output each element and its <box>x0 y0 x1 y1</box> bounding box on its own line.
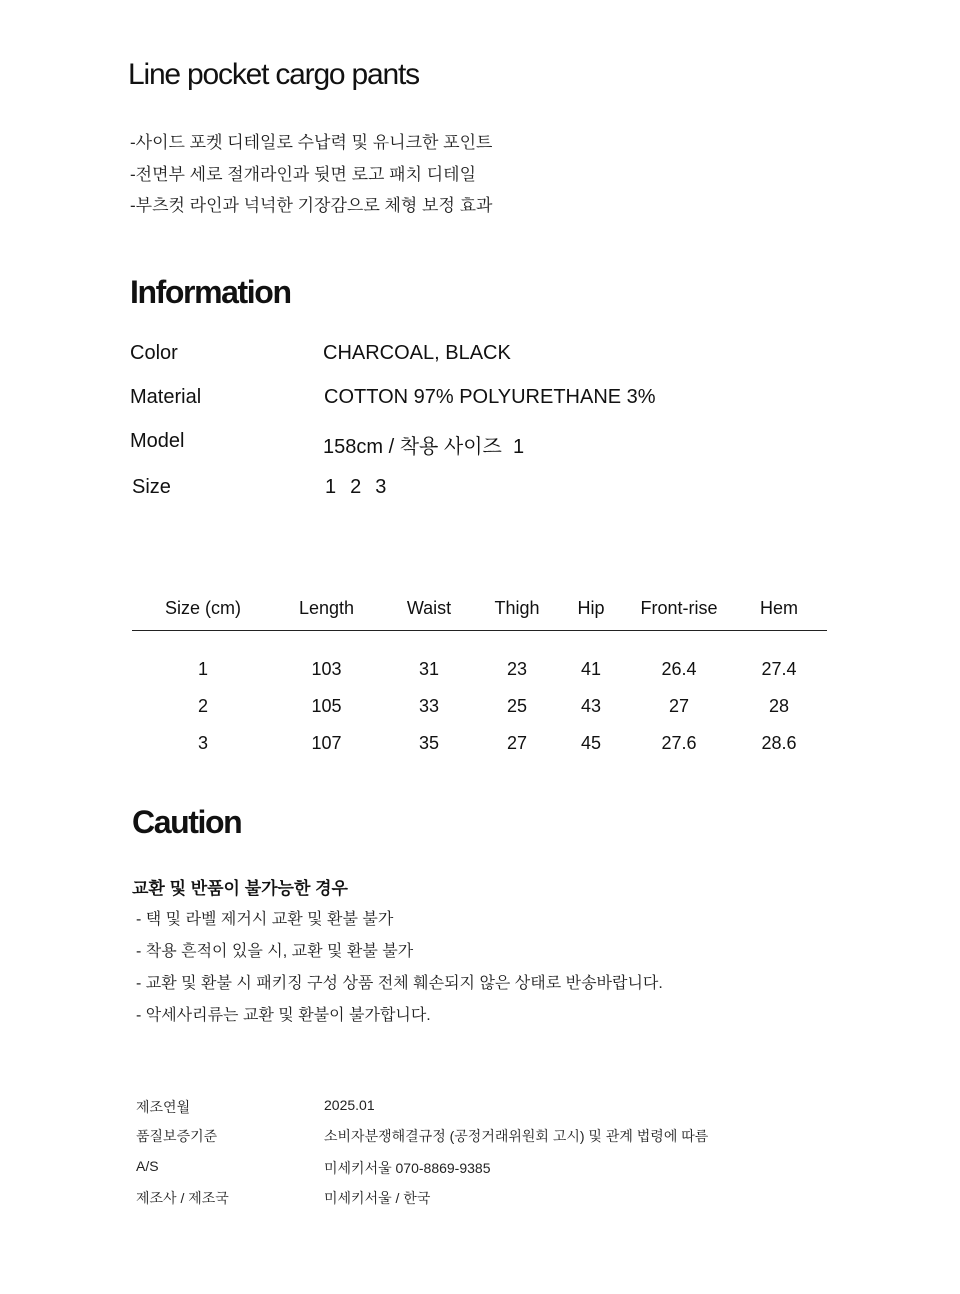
table-cell: 25 <box>506 696 528 716</box>
info-value-material: COTTON 97% POLYURETHANE 3% <box>324 386 656 408</box>
table-cell: 107 <box>311 733 342 753</box>
info-label-color: Color <box>130 342 178 364</box>
info-value-model: 158cm / 착용 사이즈 1 <box>323 436 525 458</box>
column-header: Thigh <box>479 586 555 631</box>
meta-value-quality: 소비자분쟁해결규정 (공정거래위원회 고시) 및 관계 법령에 따름 <box>324 1128 709 1144</box>
size-option: 1 <box>325 476 337 498</box>
table-cell: 1 <box>197 659 208 679</box>
size-table <box>132 586 827 762</box>
table-cell: 31 <box>418 659 440 679</box>
caution-item: - 택 및 라벨 제거시 교환 및 환불 불가 <box>136 911 394 928</box>
size-option: 3 <box>375 476 387 498</box>
feature-line: -사이드 포켓 디테일로 수납력 및 유니크한 포인트 <box>130 133 493 152</box>
column-header: Front-rise <box>627 586 731 631</box>
caution-item: - 교환 및 환불 시 패키징 구성 상품 전체 훼손되지 않은 상태로 반송바랍니다. <box>136 975 663 992</box>
caution-heading: Caution <box>132 804 242 840</box>
column-header: Size (cm) <box>132 586 274 631</box>
table-row <box>132 725 827 762</box>
table-cell: 35 <box>418 733 440 753</box>
table-cell: 41 <box>580 659 602 679</box>
meta-value-manufacturer: 미세키서울 / 한국 <box>324 1190 431 1206</box>
table-cell: 105 <box>311 696 342 716</box>
caution-subheading: 교환 및 반품이 불가능한 경우 <box>132 879 348 898</box>
info-label-size: Size <box>132 476 171 498</box>
table-cell: 27.4 <box>761 659 797 679</box>
caution-item: - 착용 흔적이 있을 시, 교환 및 환불 불가 <box>136 943 414 960</box>
column-header: Hip <box>555 586 627 631</box>
table-cell: 2 <box>197 696 208 716</box>
table-cell: 33 <box>418 696 440 716</box>
caution-item: - 악세사리류는 교환 및 환불이 불가합니다. <box>136 1007 431 1024</box>
meta-label-quality: 품질보증기준 <box>136 1128 218 1144</box>
table-row <box>132 688 827 725</box>
table-row <box>132 631 827 689</box>
table-cell: 28.6 <box>761 733 797 753</box>
column-header: Waist <box>379 586 479 631</box>
table-cell: 27.6 <box>661 733 697 753</box>
info-label-model: Model <box>130 430 185 452</box>
meta-label-manufacture-date: 제조연월 <box>136 1099 191 1115</box>
column-header: Length <box>274 586 379 631</box>
meta-value-as: 미세키서울 070-8869-9385 <box>324 1160 491 1176</box>
table-cell: 43 <box>580 696 602 716</box>
product-title: Line pocket cargo pants <box>128 58 419 91</box>
meta-label-manufacturer: 제조사 / 제조국 <box>136 1190 229 1206</box>
meta-label-as: A/S <box>136 1158 159 1174</box>
table-cell: 103 <box>311 659 342 679</box>
feature-line: -전면부 세로 절개라인과 뒷면 로고 패치 디테일 <box>130 165 477 184</box>
table-cell: 23 <box>506 659 528 679</box>
size-option: 2 <box>350 476 362 498</box>
table-cell: 26.4 <box>661 659 697 679</box>
meta-value-manufacture-date: 2025.01 <box>324 1097 375 1113</box>
table-cell: 27 <box>668 696 690 716</box>
table-cell: 45 <box>580 733 602 753</box>
information-heading: Information <box>130 274 291 310</box>
table-cell: 27 <box>506 733 528 753</box>
info-value-color: CHARCOAL, BLACK <box>323 342 511 364</box>
column-header: Hem <box>731 586 827 631</box>
feature-line: -부츠컷 라인과 넉넉한 기장감으로 체형 보정 효과 <box>130 196 493 215</box>
table-cell: 28 <box>768 696 790 716</box>
info-value-size <box>325 476 400 499</box>
table-cell: 3 <box>197 733 208 753</box>
table-header-row <box>132 586 827 631</box>
info-label-material: Material <box>130 386 202 408</box>
